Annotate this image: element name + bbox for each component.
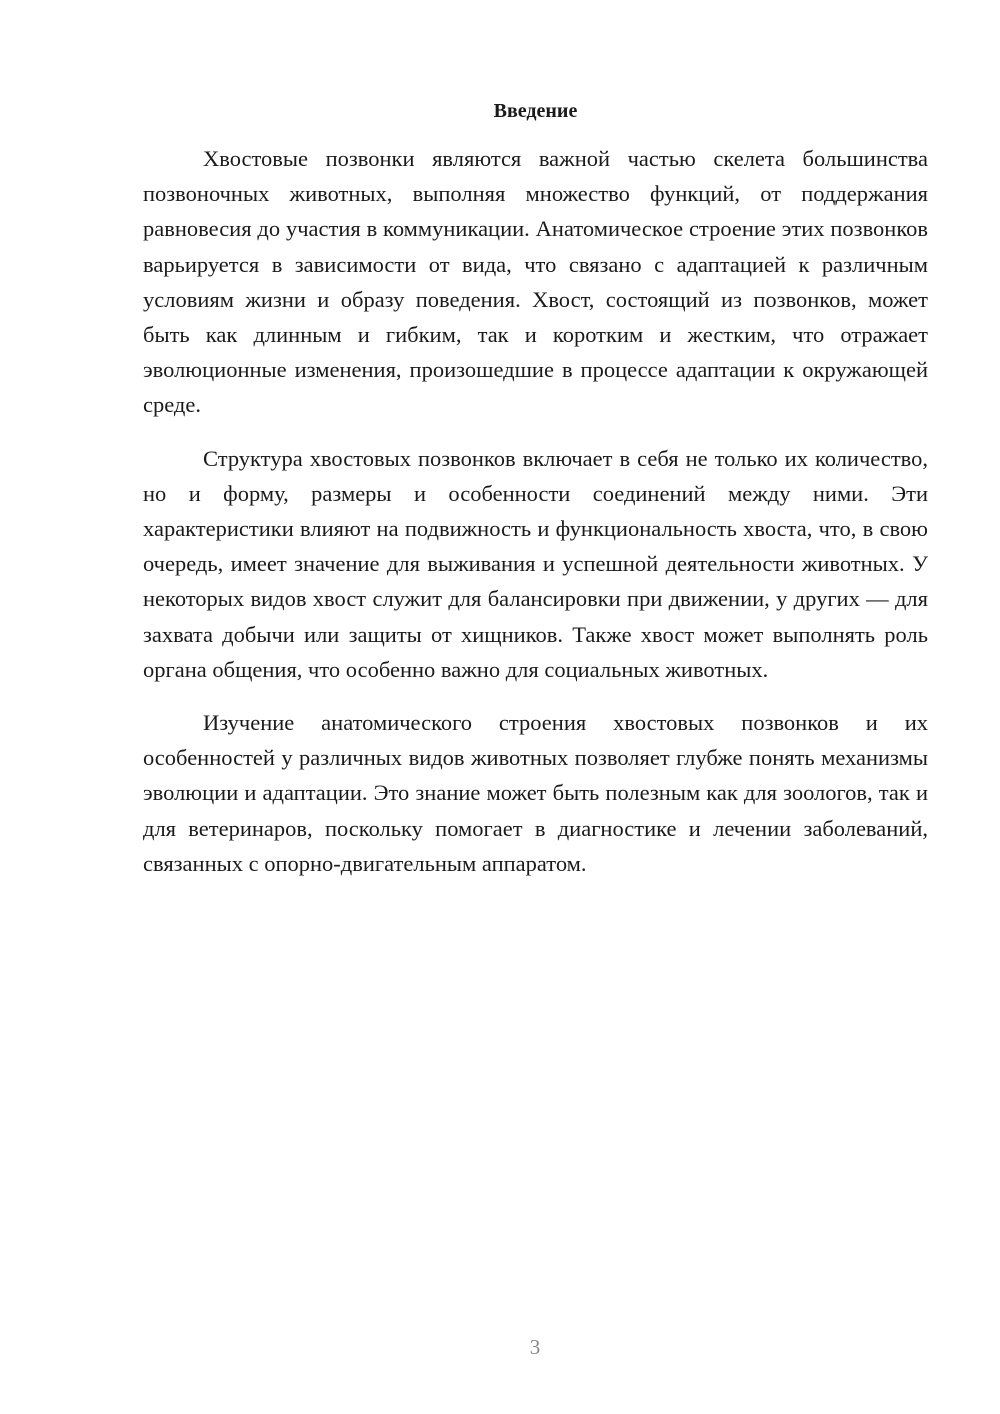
body-text [143,141,928,899]
paragraph-1: Хвостовые позвонки являются важной частью скелета большинства позвоночных животных, выполняя множество функций, от поддержания равновесия до участия в коммуникации. Анатомическое строение этих позвонков варьируется в зависимости от вида, что связано с адаптацией к различным условиям жизни и образу поведения. Хвост, состоящий из позвонков, может быть как длинным и гибким, так и коротким и жестким, что отражает эволюционные изменения, произошедшие в процессе адаптации к окружающей среде. [143,146,928,418]
page-number: 3 [529,1335,541,1359]
paragraph-3: Изучение анатомического строения хвостовых позвонков и их особенностей у различных видов животных позволяет глубже понять механизмы эволюции и адаптации. Это знание может быть полезным как для зоологов, так и для ветеринаров, поскольку помогает в диагностике и лечении заболеваний, связанных с опорно-двигательным аппаратом. [143,710,928,876]
section-title: Введение [493,100,578,122]
paragraph-2: Структура хвостовых позвонков включает в себя не только их количество, но и форму, размеры и особенности соединений между ними. Эти характеристики влияют на подвижность и функциональность хвоста, что, в свою очередь, имеет значение для выживания и успешной деятельности животных. У некоторых видов хвост служит для балансировки при движении, у других — для захвата добычи или защиты от хищников. Также хвост может выполнять роль органа общения, что особенно важно для социальных животных. [143,445,928,682]
